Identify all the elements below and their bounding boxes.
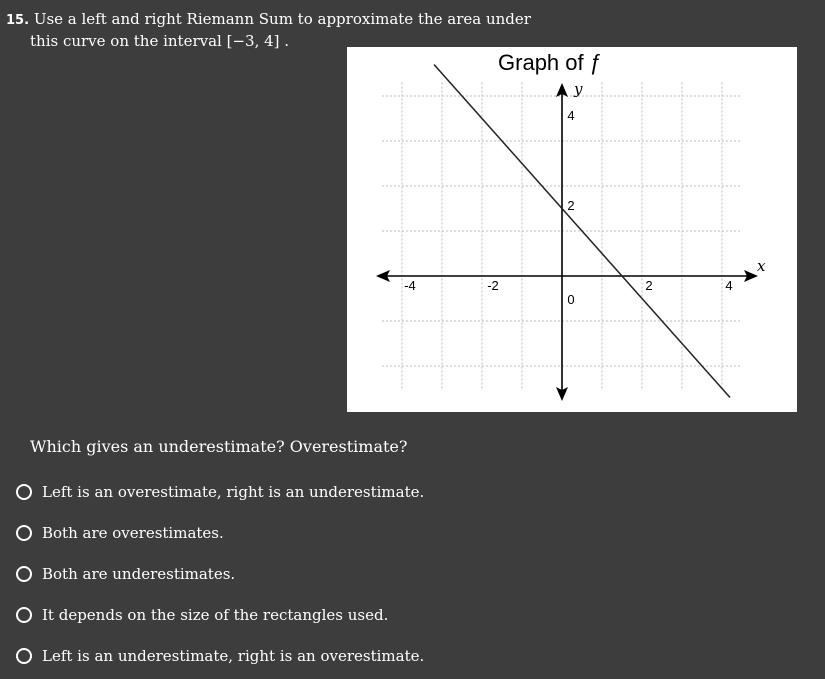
y-tick-label: 4 [567, 108, 575, 123]
graph-panel [347, 47, 797, 412]
answer-options [16, 471, 424, 676]
graph-axes [376, 80, 766, 401]
radio-button-icon[interactable] [16, 525, 32, 541]
x-tick-label: -2 [487, 278, 499, 293]
radio-button-icon[interactable] [16, 648, 32, 664]
origin-label: 0 [567, 292, 575, 307]
question-number: 15. [6, 13, 30, 28]
option-label: It depends on the size of the rectangles used. [42, 605, 389, 624]
x-tick-label: -4 [404, 278, 416, 293]
option-both-underestimates[interactable] [16, 553, 424, 594]
option-label: Left is an underestimate, right is an overestimate. [42, 646, 425, 665]
radio-button-icon[interactable] [16, 566, 32, 582]
option-both-overestimates[interactable] [16, 512, 424, 553]
question-text [6, 9, 566, 51]
graph-of-f [347, 47, 797, 412]
option-label: Left is an overestimate, right is an underestimate. [42, 482, 425, 501]
option-label: Both are underestimates. [42, 564, 236, 583]
radio-button-icon[interactable] [16, 607, 32, 623]
x-axis-label: x [757, 257, 766, 275]
option-label: Both are overestimates. [42, 523, 224, 542]
question-line-1 [6, 9, 566, 31]
radio-button-icon[interactable] [16, 484, 32, 500]
option-left-over-right-under[interactable] [16, 471, 424, 512]
x-tick-label: 4 [725, 278, 733, 293]
question-text-line-1: Use a left and right Riemann Sum to approximate the area under [33, 10, 531, 28]
x-tick-label: 2 [645, 278, 653, 293]
graph-title: Graph of ƒ [498, 50, 602, 75]
y-axis-label: y [574, 80, 583, 98]
y-tick-label: 2 [567, 198, 575, 213]
question-text-line-2: this curve on the interval [−3, 4] . [30, 32, 290, 50]
prompt-text: Which gives an underestimate? Overestimate? [30, 437, 408, 456]
option-left-under-right-over[interactable] [16, 635, 424, 676]
option-depends-on-rectangles[interactable] [16, 594, 424, 635]
